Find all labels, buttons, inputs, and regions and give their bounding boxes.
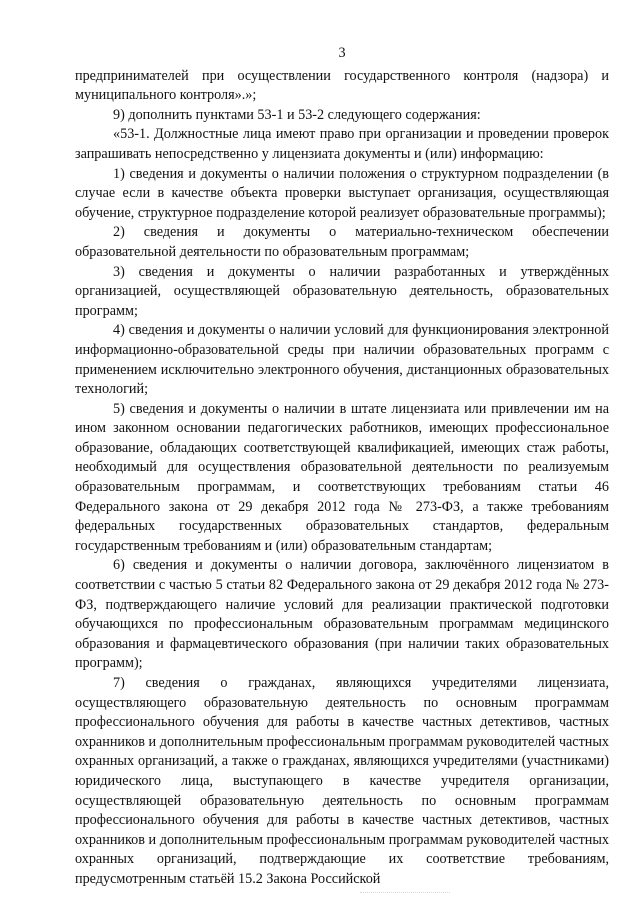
list-item-2: 2) сведения и документы о материально-техническом обеспечении образовательной деятельности по образовательным программам;: [75, 224, 609, 260]
scan-edge-mark: [360, 892, 450, 899]
list-item-3: 3) сведения и документы о наличии разработанных и утверждённых организацией, осуществляющей образовательную деятельность, образовательных программ;: [75, 263, 609, 319]
list-item-6: 6) сведения и документы о наличии договора, заключённого лицензиатом в соответствии с частью 5 статьи 82 Федерального закона от 29 декабря 2012 года № 273-ФЗ, подтверждающего наличие условий для реализации практической подготовки обучающихся по профессиональным образовательным программам медицинского образования и фармацевтического образования (при наличии таких образовательных программ);: [75, 557, 609, 672]
paragraph-clause-53-1: «53-1. Должностные лица имеют право при организации и проведении проверок запрашивать непосредственно у лицензиата документы и (или) информацию:: [75, 126, 609, 162]
list-item-4: 4) сведения и документы о наличии условий для функционирования электронной информационно-образовательной среды при наличии образовательных программ с применением исключительно электронного обучения, дистанционных образовательных технологий;: [75, 322, 609, 398]
list-item-1: 1) сведения и документы о наличии положения о структурном подразделении (в случае если в качестве объекта проверки выступает организация, осуществляющая обучение, структурное подразделение которой реализует образовательные программы);: [75, 165, 609, 221]
paragraph-amendment-9: 9) дополнить пунктами 53-1 и 53-2 следующего содержания:: [113, 106, 481, 123]
list-item-5: 5) сведения и документы о наличии в штате лицензиата или привлечении им на ином законном основании педагогических работников, имеющих профессиональное образование, обладающих соответствующей квалификацией, имеющих стаж работы, необходимый для осуществления образовательной деятельности по реализуемым образовательным программам, и соответствующих требованиям статьи 46 Федерального закона от 29 декабря 2012 года № 273-ФЗ, а также требованиям федеральных государственных образовательных стандартов, федеральным государственным требованиям и (или) образовательным стандартам;: [75, 400, 609, 554]
document-body: [75, 67, 609, 890]
page-number: 3: [338, 45, 346, 61]
list-item-7: 7) сведения о гражданах, являющихся учредителями лицензиата, осуществляющего образовательную деятельность по основным программам профессионального обучения для работы в качестве частных детективов, частных охранников и дополнительным профессиональным программам руководителей частных охранных организаций, а также о гражданах, являющихся учредителями (участниками) юридического лица, выступающего в качестве учредителя организации, осуществляющей образовательную деятельность по основным программам профессионального обучения для работы в качестве частных детективов, частных охранников и дополнительным профессиональным программам руководителей частных охранных организаций, подтверждающие их соответствие требованиям, предусмотренным статьёй 15.2 Закона Российской: [75, 675, 609, 887]
paragraph-continuation: предпринимателей при осуществлении государственного контроля (надзора) и муниципального контроля».»;: [75, 67, 609, 104]
